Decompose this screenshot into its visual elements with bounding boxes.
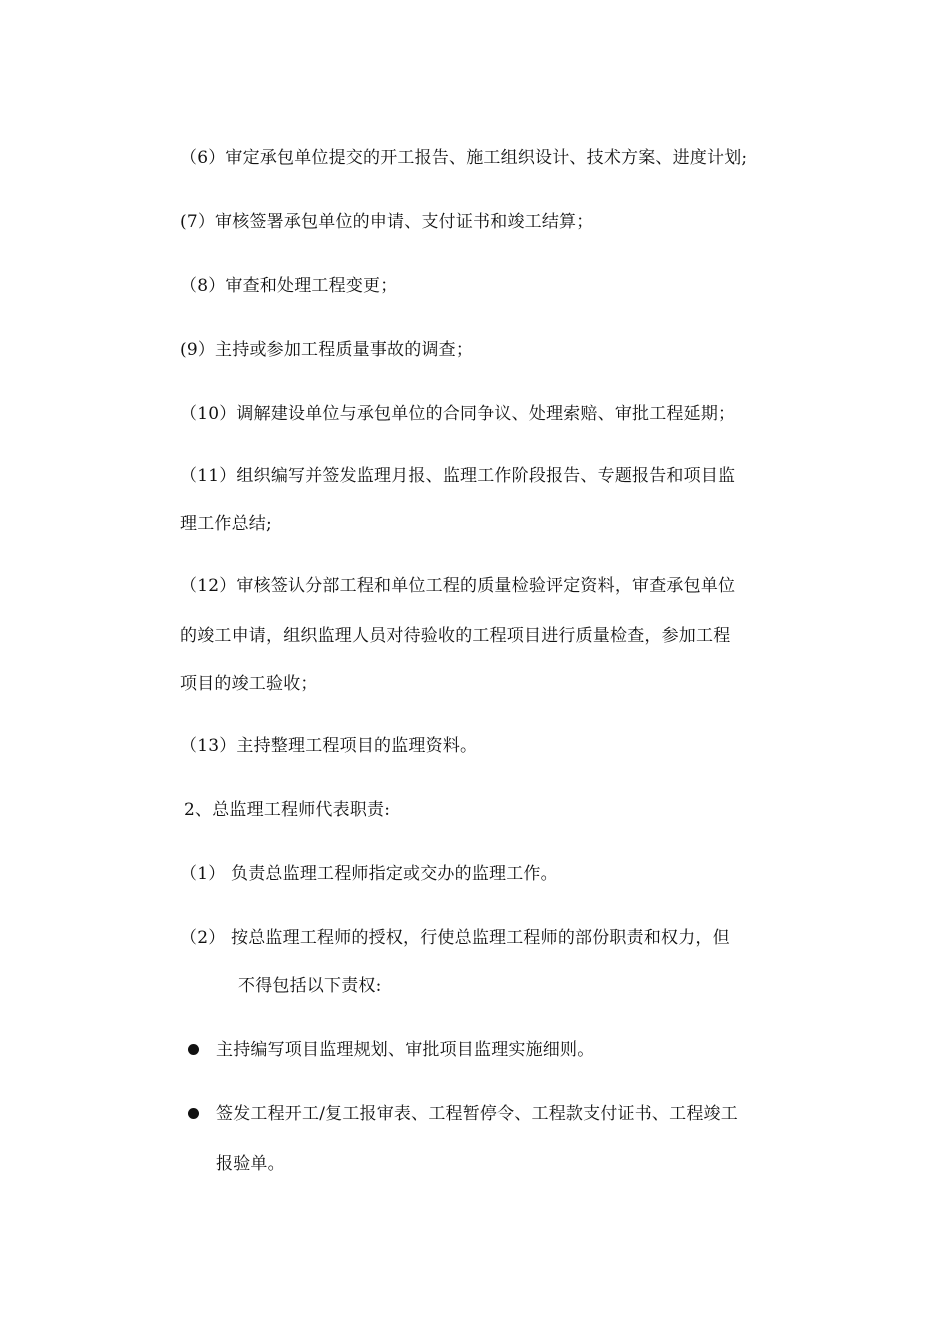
bullet-item-2-line1: 签发工程开工/复工报审表、工程暂停令、工程款支付证书、工程竣工 <box>216 1104 738 1124</box>
duty-item-9: (9）主持或参加工程质量事故的调查； <box>180 340 474 360</box>
bullet-icon <box>188 1044 199 1055</box>
bullet-icon <box>188 1108 199 1119</box>
duty-item-12-line2: 的竣工申请，组织监理人员对待验收的工程项目进行质量检查，参加工程 <box>180 626 731 646</box>
section-heading: 2、总监理工程师代表职责: <box>184 800 391 820</box>
bullet-item-1: 主持编写项目监理规划、审批项目监理实施细则。 <box>216 1040 595 1060</box>
duty-item-6: （6）审定承包单位提交的开工报告、施工组织设计、技术方案、进度计划; <box>180 148 748 168</box>
duty-item-10: （10）调解建设单位与承包单位的合同争议、处理索赔、审批工程延期； <box>180 404 736 424</box>
duty-item-12-line3: 项目的竣工验收； <box>180 674 318 694</box>
duty-item-13: （13）主持整理工程项目的监理资料。 <box>180 736 478 756</box>
deputy-item-2-line1: （2） 按总监理工程师的授权，行使总监理工程师的部份职责和权力，但 <box>180 928 730 948</box>
duty-item-12-line1: （12）审核签认分部工程和单位工程的质量检验评定资料，审查承包单位 <box>180 576 736 596</box>
duty-item-11-line1: （11）组织编写并签发监理月报、监理工作阶段报告、专题报告和项目监 <box>180 466 736 486</box>
bullet-item-2-line2: 报验单。 <box>216 1154 285 1174</box>
deputy-item-1: （1） 负责总监理工程师指定或交办的监理工作。 <box>180 864 558 884</box>
duty-item-11-line2: 理工作总结; <box>180 514 272 534</box>
deputy-item-2-line2: 不得包括以下责权: <box>238 976 382 996</box>
duty-item-7: (7）审核签署承包单位的申请、支付证书和竣工结算； <box>180 212 594 232</box>
duty-item-8: （8）审查和处理工程变更； <box>180 276 398 296</box>
